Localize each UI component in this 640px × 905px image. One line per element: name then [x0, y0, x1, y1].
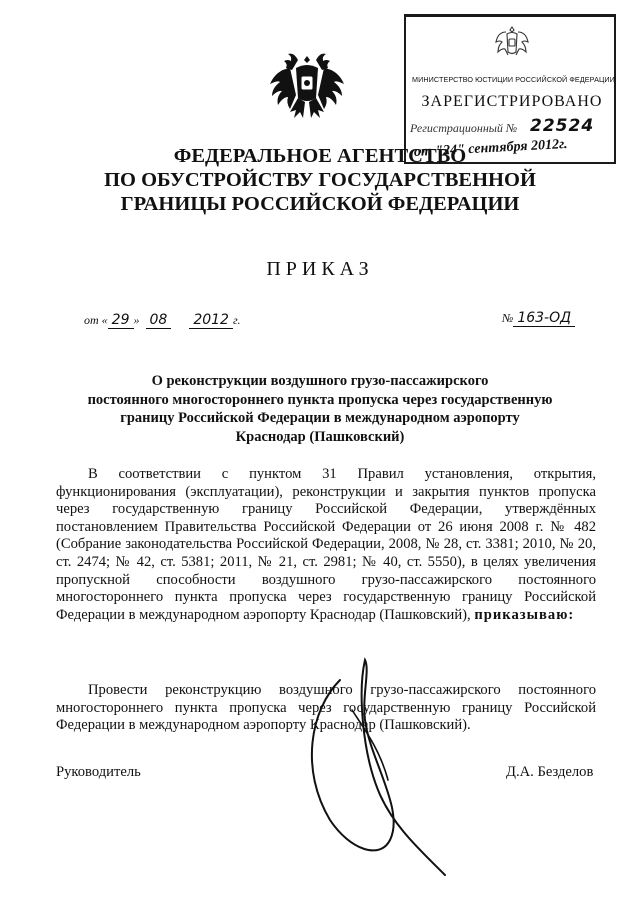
preamble-text: В соответствии с пунктом 31 Правил установления, открытия, функционирования (эксплуатации), реконструкции и закрытия пунктов пропуска через государственную границу Российской Федерации, утверждённых постановлением Правительства Российской Федерации от 26 июня 2008 г. № 482 (Собрание законодательства Российской Федерации, 2008, № 28, ст. 3381; 2010, № 20, ст. 2474; № 42, ст. 5381; 2011, № 21, ст. 2981; № 40, ст. 5550), в целях увеличения пропускной способности воздушного грузо-пассажирского постоянного многостороннего пункта пропуска через государственную границу Российской Федерации в международном аэропорту Краснодар (Пашковский), [56, 466, 596, 623]
double-headed-eagle-emblem-icon [268, 48, 346, 124]
agency-title-line: ФЕДЕРАЛЬНОЕ АГЕНТСТВО [173, 145, 467, 167]
stamp-registration-number: 22524 [530, 116, 595, 136]
subject-line: границу Российской Федерации в международном аэропорту [120, 410, 520, 426]
order-date-suffix: г. [232, 313, 241, 327]
order-number-value: 163-ОД [513, 310, 575, 327]
agency-title-line: ПО ОБУСТРОЙСТВУ ГОСУДАРСТВЕННОЙ [104, 169, 536, 191]
stamp-emblem-icon [494, 23, 530, 63]
subject-line: Краснодар (Пашковский) [235, 428, 405, 445]
order-date [84, 312, 241, 328]
order-subject [60, 372, 580, 446]
subject-line: постоянного многостороннего пункта пропуска через государственную [87, 391, 553, 408]
directive-word: приказываю: [474, 606, 575, 623]
signer-name: Д.А. Безделов [506, 764, 594, 780]
order-date-year: 2012 [189, 312, 233, 329]
stamp-registration-label: Регистрационный № [410, 121, 518, 135]
agency-title-line: ГРАНИЦЫ РОССИЙСКОЙ ФЕДЕРАЦИИ [120, 193, 520, 215]
stamp-ministry-name: МИНИСТЕРСТВО ЮСТИЦИИ РОССИЙСКОЙ ФЕДЕРАЦИИ [412, 75, 615, 84]
preamble-paragraph [56, 466, 596, 624]
stamp-status: ЗАРЕГИСТРИРОВАНО [421, 93, 603, 110]
order-number [502, 310, 575, 326]
order-number-prefix: № [502, 311, 514, 325]
agency-title [60, 144, 580, 216]
order-date-mid: » [133, 313, 140, 327]
signer-position: Руководитель [56, 764, 141, 780]
document-type-title: ПРИКАЗ [266, 258, 374, 280]
subject-line: О реконструкции воздушного грузо-пассажирского [151, 373, 489, 389]
order-action-paragraph: Провести реконструкцию воздушного грузо-пассажирского постоянного многостороннего пункта пропуска через государственную границу Российской Федерации в международном аэропорту Краснодар (Пашковский). [56, 682, 596, 734]
order-date-month: 08 [146, 312, 172, 329]
order-date-prefix: от « [84, 313, 108, 327]
stamp-registration-date: от "24" сентября 2012г. [413, 136, 568, 160]
registration-stamp [404, 14, 616, 164]
order-date-day: 29 [108, 312, 134, 329]
